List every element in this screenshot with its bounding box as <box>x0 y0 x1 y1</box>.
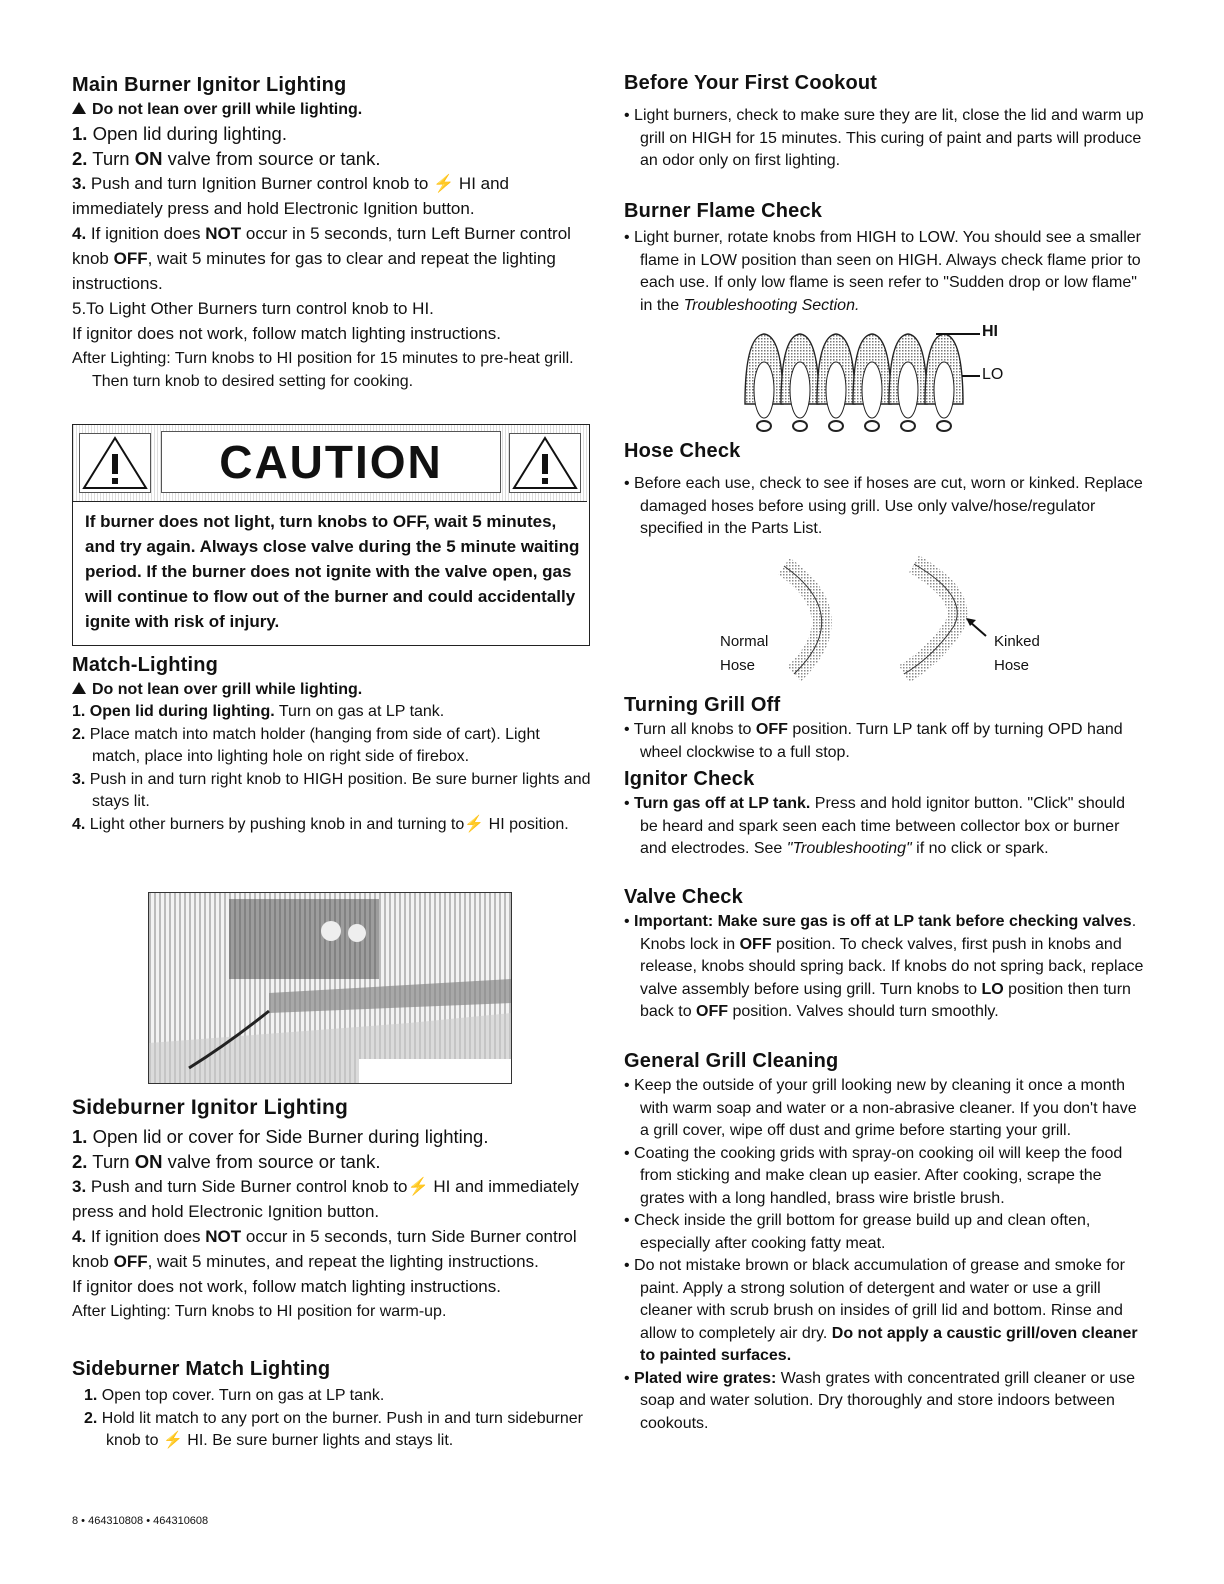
main-ignitor-section <box>72 74 592 393</box>
section-title: Match-Lighting <box>72 654 219 676</box>
lo-label: LO <box>982 366 1004 383</box>
sideburner-match-section <box>72 1358 592 1453</box>
grill-off-section <box>624 694 1144 764</box>
flame-check-section <box>624 200 1144 317</box>
step-4: 4. If ignition does NOT occur in 5 seconds, turn Left Burner control knob OFF, wait 5 minutes for gas to clear and repeat the lighting instructions. <box>72 224 571 293</box>
section-title: Valve Check <box>624 886 743 908</box>
hi-label: HI <box>982 323 998 340</box>
step-4: 4. If ignition does NOT occur in 5 seconds, turn Side Burner control knob OFF, wait 5 minutes, and repeat the lighting instructions. <box>72 1227 577 1271</box>
bullet-text: • Light burners, check to make sure they are lit, close the lid and warm up grill on HIGH for 15 minutes. This curing of paint and parts will produce an odor only on first lighting. <box>624 107 1144 169</box>
section-title: Sideburner Ignitor Lighting <box>72 1096 349 1119</box>
cleaning-section <box>624 1050 1144 1435</box>
after-lighting: After Lighting: Turn knobs to HI position for 15 minutes to pre-heat grill. Then turn knob to desired setting for cooking. <box>72 350 574 390</box>
page-footer: 8 • 464310808 • 464310608 <box>72 1515 209 1527</box>
grill-lighting-photo <box>148 892 512 1084</box>
caution-text: If burner does not light, turn knobs to OFF, wait 5 minutes, and try again. Always close valve during the 5 minute waiting period. If the burner does not ignite with the valve open, gas will continue to flow out of the burner and could accidentally ignite with risk of injury. <box>85 512 580 631</box>
valve-check-section <box>624 886 1144 1024</box>
warning-triangle-icon <box>79 433 151 493</box>
caution-box <box>72 424 590 646</box>
step-1: 1. Open top cover. Turn on gas at LP tank. <box>84 1387 385 1404</box>
bullet-text: • Turn gas off at LP tank. Press and hold ignitor button. "Click" should be heard and spark seen each time between collector box or burner and electrodes. See "Troubleshooting" if no click or spark. <box>624 795 1125 857</box>
step-1: 1. Open lid or cover for Side Burner during lighting. <box>72 1126 489 1147</box>
warning-triangle-icon <box>72 682 86 694</box>
first-cookout-section <box>624 72 1144 173</box>
step-2: 2. Turn ON valve from source or tank. <box>72 1151 381 1172</box>
bullet-text: • Keep the outside of your grill looking new by cleaning it once a month with warm soap and water or a non-abrasive cleaner. If you don't have a grill cover, wipe off dust and grime before starting your grill. <box>624 1077 1137 1139</box>
match-lighting-section <box>72 654 592 836</box>
warning-triangle-icon <box>72 102 86 114</box>
warning-triangle-icon <box>509 433 581 493</box>
warning-text: Do not lean over grill while lighting. <box>92 681 363 698</box>
ignition-bolt-icon: ⚡ <box>407 1177 429 1196</box>
section-title: General Grill Cleaning <box>624 1050 839 1072</box>
step-3: 3. Push and turn Ignition Burner control knob to ⚡ HI and immediately press and hold Electronic Ignition button. <box>72 174 509 218</box>
bullet-text: • Before each use, check to see if hoses are cut, worn or kinked. Replace damaged hoses before using grill. Use only valve/hose/regulator specified in the Parts List. <box>624 475 1143 537</box>
step-3: 3. Push in and turn right knob to HIGH position. Be sure burner lights and stays lit. <box>72 770 591 810</box>
flame-diagram <box>740 323 1040 436</box>
ignition-bolt-icon: ⚡ <box>464 815 485 833</box>
step-3: 3. Push and turn Side Burner control knob to⚡ HI and immediately press and hold Electronic Ignition button. <box>72 1177 579 1221</box>
section-title: Ignitor Check <box>624 768 755 790</box>
after-lighting: After Lighting: Turn knobs to HI position for warm-up. <box>72 1303 447 1320</box>
section-title: Hose Check <box>624 440 741 462</box>
hose-diagram <box>624 556 1144 682</box>
step-5: 5.To Light Other Burners turn control knob to HI. <box>72 299 434 318</box>
ignitor-note: If ignitor does not work, follow match lighting instructions. <box>72 1277 501 1296</box>
sideburner-ignitor-section <box>72 1096 592 1324</box>
hose-check-section <box>624 440 1144 541</box>
bullet-text: • Do not mistake brown or black accumulation of grease and smoke for paint. Apply a strong solution of detergent and water or use a grill cleaner with scrub brush on insides of grill lid and bottom. Rinse and allow to completely air dry. Do not apply a caustic grill/oven cleaner to painted surfaces. <box>624 1257 1138 1364</box>
bullet-text: • Plated wire grates: Wash grates with concentrated grill cleaner or use soap and water solution. Dry thoroughly and store indoors between cookouts. <box>624 1369 1136 1432</box>
section-title: Before Your First Cookout <box>624 72 878 94</box>
bullet-text: • Turn all knobs to OFF position. Turn LP tank off by turning OPD hand wheel clockwise to a full stop. <box>624 721 1123 761</box>
ignitor-check-section <box>624 768 1144 861</box>
ignition-bolt-icon: ⚡ <box>433 174 455 193</box>
step-1: 1. Open lid during lighting. Turn on gas at LP tank. <box>72 703 445 720</box>
section-title: Sideburner Match Lighting <box>72 1358 331 1380</box>
step-1: 1. Open lid during lighting. <box>72 123 287 144</box>
section-title: Turning Grill Off <box>624 694 781 716</box>
kinked-hose-label: Kinked Hose <box>994 633 1040 674</box>
bullet-text: • Check inside the grill bottom for grease build up and clean often, especially after cooking fatty meat. <box>624 1212 1091 1252</box>
normal-hose-label: Normal Hose <box>720 633 769 674</box>
step-2: 2. Place match into match holder (hanging from side of cart). Light match, place into lighting hole on right side of firebox. <box>72 725 540 765</box>
step-2: 2. Hold lit match to any port on the burner. Push in and turn sideburner knob to ⚡ HI. Be sure burner lights and stays lit. <box>84 1409 583 1449</box>
section-title: Main Burner Ignitor Lighting <box>72 74 347 96</box>
warning-text: Do not lean over grill while lighting. <box>92 101 363 118</box>
step-2: 2. Turn ON valve from source or tank. <box>72 148 381 169</box>
ignition-bolt-icon: ⚡ <box>162 1432 183 1449</box>
bullet-text: • Important: Make sure gas is off at LP tank before checking valves. Knobs lock in OFF position. To check valves, first push in knobs and release, knobs should spring back. If knobs do not spring back, replace valve assembly before using grill. Turn knobs to LO position then turn back to OFF position. Valves should turn smoothly. <box>624 913 1144 1020</box>
section-title: Burner Flame Check <box>624 200 823 222</box>
caution-title: CAUTION <box>161 431 501 493</box>
bullet-text: • Light burner, rotate knobs from HIGH to LOW. You should see a smaller flame in LOW position than seen on HIGH. Always check flame prior to each use. If only low flame is seen refer to "Sudden drop or low flame" in the Troubleshooting Section. <box>624 229 1141 314</box>
ignitor-note: If ignitor does not work, follow match lighting instructions. <box>72 324 501 343</box>
bullet-text: • Coating the cooking grids with spray-on cooking oil will keep the food from sticking and make clean up easier. After cooking, scrape the grates with a long handled, brass wire bristle brush. <box>624 1144 1123 1207</box>
step-4: 4. Light other burners by pushing knob in and turning to⚡ HI position. <box>72 815 569 833</box>
